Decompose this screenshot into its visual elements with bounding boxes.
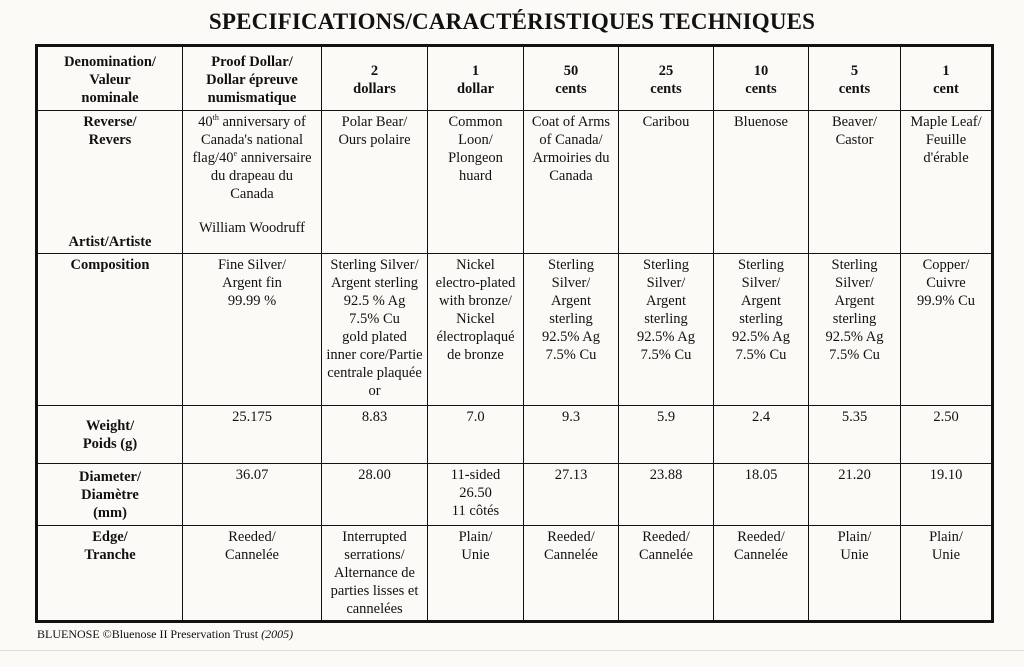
cell-line: cents (650, 80, 682, 97)
reverse-cell (619, 111, 714, 254)
cell-line: Beaver/ (831, 114, 878, 130)
reverse-cell (809, 111, 901, 254)
edge-cell (619, 526, 714, 622)
cell-line: of Canada/ (539, 132, 603, 148)
cell-line: 92.5% Ag (542, 329, 600, 345)
spec-table (35, 44, 994, 623)
cell-line: Edge/ (92, 529, 128, 545)
cell-line: Plain/ (837, 529, 872, 545)
cell-line: Argent (550, 293, 591, 309)
cell-line: Sterling Silver/ (330, 257, 419, 273)
cell-line: Cannelée (639, 547, 693, 563)
cell-line: Cuivre (926, 275, 966, 291)
diameter-cell (619, 464, 714, 526)
cell-line: numismatique (207, 89, 297, 106)
cell-line: nominale (81, 89, 139, 106)
cell-line: 7.5% Cu (349, 311, 400, 327)
cell-line: Caribou (642, 114, 690, 130)
footer-text: BLUENOSE ©Bluenose II Preservation Trust (37, 627, 259, 641)
weight-cell: 8.83 (322, 406, 428, 464)
cell-line: 2 (370, 62, 379, 79)
cell-line: Nickel (456, 311, 495, 327)
cell-line: 92.5 % Ag (343, 293, 406, 309)
header-denomination-label (37, 46, 183, 111)
diameter-cell (901, 464, 993, 526)
cell-line: Bluenose (734, 114, 788, 130)
header-col-10-cents (714, 46, 809, 111)
cell-line: Silver/ (551, 275, 591, 291)
cell-line: 92.5% Ag (732, 329, 790, 345)
cell-line: cents (838, 80, 871, 97)
weight-cell: 2.50 (901, 406, 993, 464)
header-col-2-dollars (322, 46, 428, 111)
cell-line: Alternance de (334, 565, 415, 581)
diameter-cell (809, 464, 901, 526)
composition-cell (524, 254, 619, 406)
cell-line: sterling (644, 311, 688, 327)
cell-line: 50 (563, 62, 579, 79)
weight-cell: 2.4 (714, 406, 809, 464)
cell-line: Loon/ (458, 132, 493, 148)
cell-line: centrale plaquée (327, 365, 422, 381)
cell-line: Sterling (831, 257, 878, 273)
card-edge-divider (0, 650, 1024, 651)
cell-line: 92.5% Ag (825, 329, 884, 345)
cell-line: de bronze (447, 347, 504, 363)
cell-line: Ours polaire (338, 132, 411, 148)
cell-line: Plongeon (448, 150, 503, 166)
cell-line: 5 (850, 62, 859, 79)
cell-line: serrations/ (344, 547, 405, 563)
cell-line: sterling (832, 311, 877, 327)
diameter-row (37, 464, 993, 526)
cell-line: 26.50 (459, 485, 492, 501)
cell-line: Nickel (456, 257, 495, 273)
cell-line: Silver/ (835, 275, 874, 291)
weight-cell: 7.0 (428, 406, 524, 464)
cell-line: Sterling (738, 257, 784, 273)
cell-line: 7.5% Cu (735, 347, 787, 363)
reverse-row (37, 111, 993, 254)
cell-line: Argent fin (222, 275, 282, 291)
header-col-1-dollar (428, 46, 524, 111)
cell-line: Reeded/ (642, 529, 690, 545)
cell-line: Sterling (643, 257, 689, 273)
reverse-label-cell (37, 111, 183, 254)
cell-line: 7.5% Cu (640, 347, 692, 363)
cell-line: dollars (353, 80, 396, 97)
cell-line: Dollar épreuve (206, 71, 298, 88)
page-title: SPECIFICATIONS/CARACTÉRISTIQUES TECHNIQUES (208, 9, 816, 34)
cell-line: 7.5% Cu (829, 347, 880, 363)
cell-line: 36.07 (235, 467, 269, 483)
cell-line: Unie (931, 547, 961, 563)
cell-line: Sterling (548, 257, 594, 273)
cell-line: 25 (658, 62, 674, 79)
header-col-proof-dollar (183, 46, 322, 111)
cell-line: Valeur (89, 71, 131, 88)
cell-line: Reeded/ (228, 529, 276, 545)
cell-line: Denomination/ (64, 53, 156, 70)
weight-cell: 9.3 (524, 406, 619, 464)
cell-line: inner core/Partie (326, 347, 423, 363)
cell-line: Argent (645, 293, 686, 309)
cell-line: or (368, 383, 381, 399)
cell-line: cents (745, 80, 777, 97)
edge-cell (322, 526, 428, 622)
header-col-1-cent (901, 46, 993, 111)
reverse-cell (322, 111, 428, 254)
cell-line: Cannelée (225, 547, 279, 563)
header-col-50-cents (524, 46, 619, 111)
reverse-label (41, 113, 179, 149)
cell-line: 7.5% Cu (545, 347, 597, 363)
cell-line: 1 (942, 62, 950, 79)
cell-line: Revers (88, 132, 132, 148)
diameter-cell (322, 464, 428, 526)
edge-cell (524, 526, 619, 622)
cell-line: Reeded/ (547, 529, 595, 545)
cell-line: 99.9% Cu (917, 293, 975, 309)
edge-label (37, 526, 183, 622)
edge-cell (183, 526, 322, 622)
cell-line: Cannelée (544, 547, 598, 563)
composition-cell (714, 254, 809, 406)
cell-line: Armoiries du (532, 150, 610, 166)
composition-cell (322, 254, 428, 406)
cell-line: 1 (471, 62, 480, 79)
cell-line: Reeded/ (737, 529, 785, 545)
diameter-cell (524, 464, 619, 526)
weight-cell: 5.35 (809, 406, 901, 464)
cell-line: cents (555, 80, 587, 97)
reverse-proof-cell (183, 111, 322, 254)
diameter-cell (714, 464, 809, 526)
diameter-cell (183, 464, 322, 526)
header-col-25-cents (619, 46, 714, 111)
cell-line: Diameter/ (79, 468, 141, 485)
edge-cell (901, 526, 993, 622)
cell-line: Polar Bear/ (341, 114, 408, 130)
footer-credit (37, 627, 293, 642)
cell-line: Unie (840, 547, 869, 563)
header-row (37, 46, 993, 111)
cell-line: Proof Dollar/ (211, 53, 293, 70)
cell-line: 11 côtés (451, 503, 500, 519)
cell-line: electro-plated (435, 275, 516, 291)
cell-line: Silver/ (741, 275, 781, 291)
cell-line: cannelées (346, 601, 403, 617)
reverse-proof-text: 40th anniversary of Canada's national flag/40e anniversaire du drapeau du Canada (192, 113, 312, 202)
cell-line: Cannelée (734, 547, 788, 563)
cell-line: with bronze/ (439, 293, 512, 309)
cell-line: 99.99 % (227, 293, 277, 309)
artist-label: Artist/Artiste (68, 234, 152, 250)
composition-cell (809, 254, 901, 406)
cell-line: Tranche (84, 547, 136, 563)
header-col-5-cents (809, 46, 901, 111)
cell-line: électroplaqué (436, 329, 515, 345)
cell-line: Coat of Arms (531, 114, 611, 130)
weight-cell: 25.175 (183, 406, 322, 464)
cell-line: Interrupted (342, 529, 407, 545)
edge-cell (809, 526, 901, 622)
cell-line: Maple Leaf/ (910, 114, 982, 130)
composition-row (37, 254, 993, 406)
cell-line: gold plated (342, 329, 407, 345)
cell-line: Poids (g) (82, 435, 138, 452)
reverse-cell (524, 111, 619, 254)
cell-line: 18.05 (744, 467, 778, 483)
cell-line: cent (933, 80, 959, 97)
cell-line: Common (448, 114, 503, 130)
cell-line: 21.20 (838, 467, 871, 483)
cell-line: parties lisses et (330, 583, 419, 599)
cell-line: 11-sided (450, 467, 501, 483)
edge-cell (428, 526, 524, 622)
cell-line: 92.5% Ag (637, 329, 695, 345)
composition-label: Composition (37, 254, 183, 406)
cell-line: 27.13 (554, 467, 588, 483)
cell-line: 23.88 (649, 467, 683, 483)
edge-row (37, 526, 993, 622)
cell-line: 19.10 (929, 467, 963, 483)
cell-line: Reverse/ (83, 114, 137, 130)
cell-line: (mm) (93, 504, 127, 521)
reverse-cell (714, 111, 809, 254)
composition-cell (619, 254, 714, 406)
cell-line: Plain/ (458, 529, 493, 545)
diameter-cell (428, 464, 524, 526)
cell-line: Unie (461, 547, 490, 563)
cell-line: Fine Silver/ (217, 257, 287, 273)
cell-line: sterling (739, 311, 783, 327)
weight-cell: 5.9 (619, 406, 714, 464)
weight-row (37, 406, 993, 464)
cell-line: 10 (753, 62, 769, 79)
cell-line: sterling (549, 311, 593, 327)
composition-cell (183, 254, 322, 406)
cell-line: Silver/ (646, 275, 686, 291)
cell-line: Argent (740, 293, 781, 309)
cell-line: Copper/ (922, 257, 970, 273)
cell-line: Diamètre (81, 486, 139, 503)
footer-year: (2005) (261, 627, 294, 641)
diameter-label (37, 464, 183, 526)
cell-line: Weight/ (85, 417, 135, 434)
reverse-cell (901, 111, 993, 254)
cell-line: 28.00 (358, 467, 391, 483)
weight-label (37, 406, 183, 464)
cell-line: huard (458, 168, 492, 184)
cell-line: d'érable (923, 150, 969, 166)
cell-line: Feuille (925, 132, 967, 148)
cell-line: Castor (835, 132, 874, 148)
composition-cell (428, 254, 524, 406)
artist-name: William Woodruff (198, 220, 306, 236)
cell-line: Canada (549, 168, 593, 184)
cell-line: dollar (456, 80, 495, 97)
cell-line: Argent (834, 293, 875, 309)
reverse-cell (428, 111, 524, 254)
cell-line: Argent sterling (330, 275, 419, 291)
edge-cell (714, 526, 809, 622)
composition-cell (901, 254, 993, 406)
cell-line: Plain/ (929, 529, 963, 545)
